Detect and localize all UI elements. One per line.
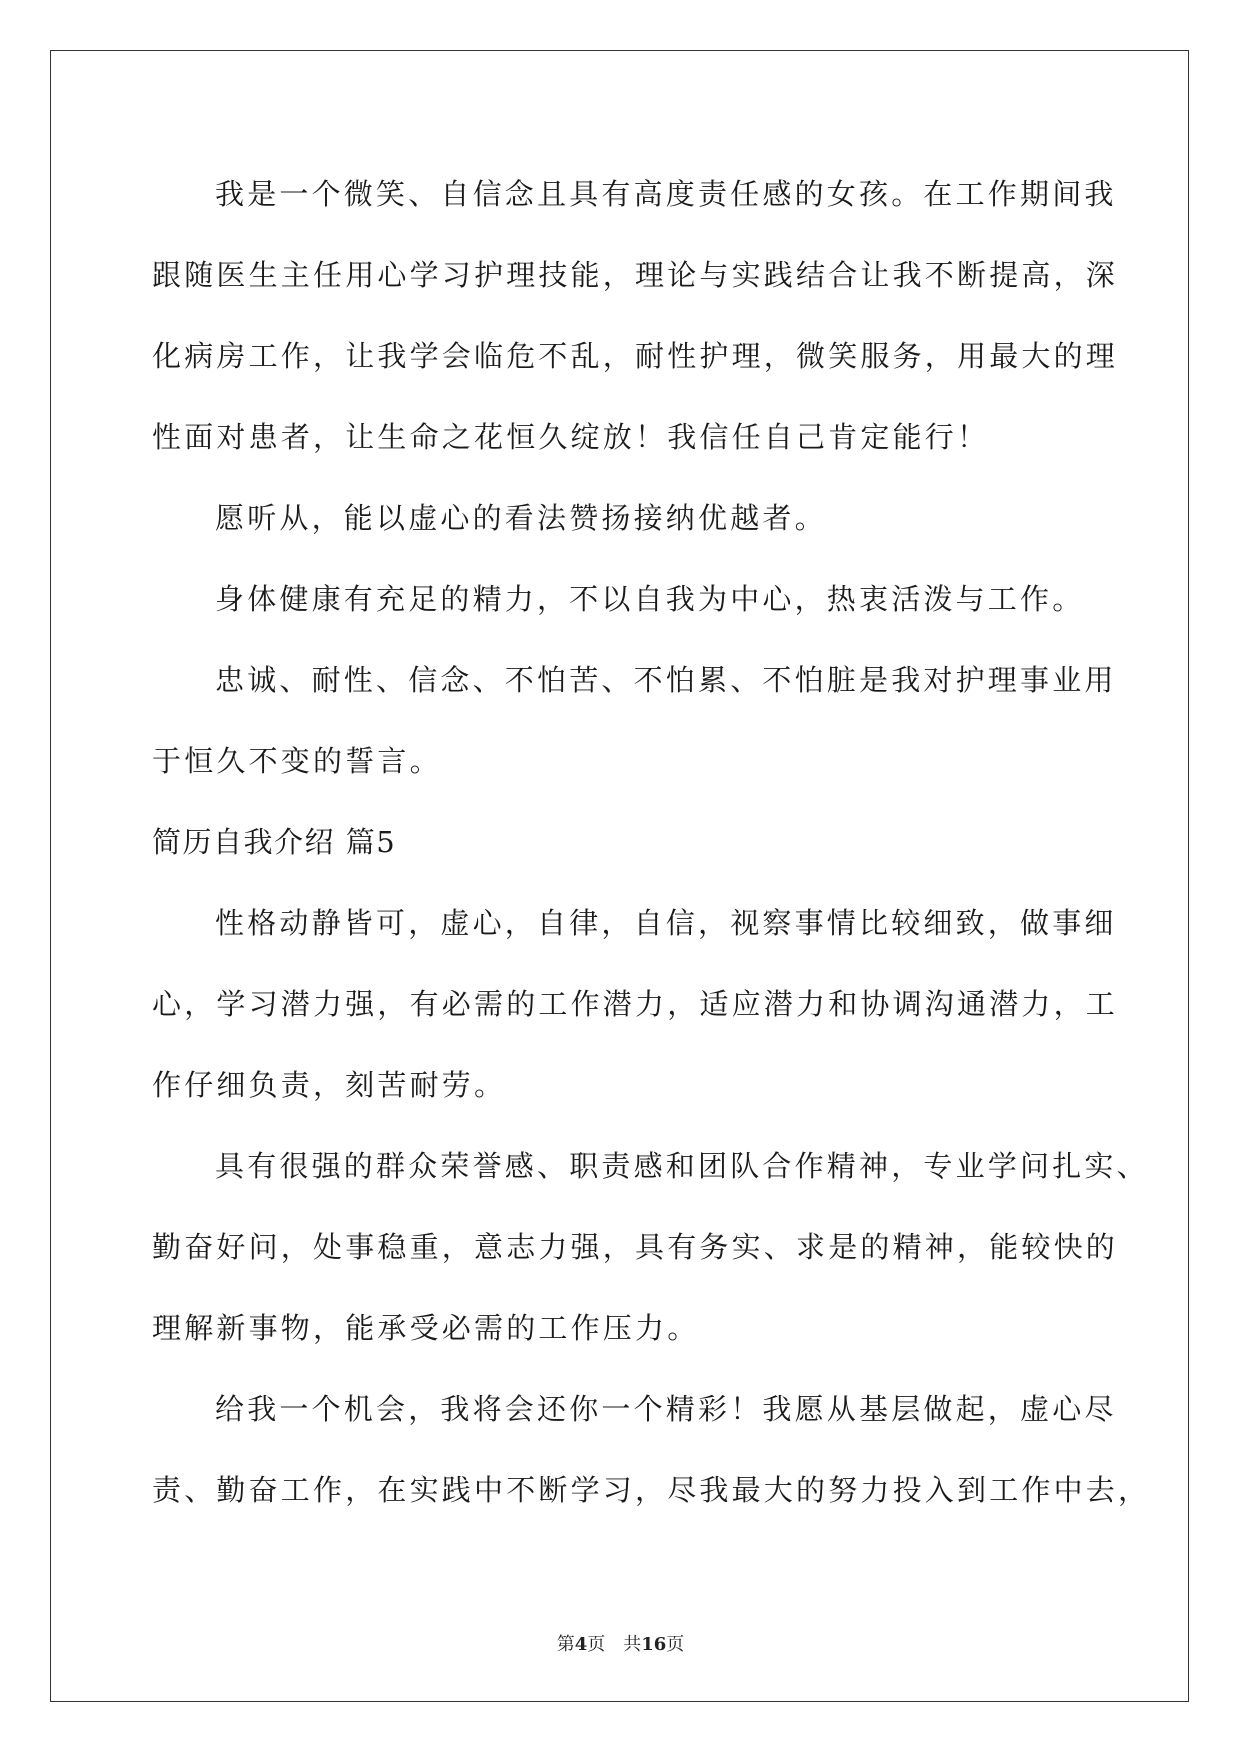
page-footer bbox=[0, 1630, 1241, 1656]
total-pages: 16 bbox=[641, 1634, 667, 1655]
page-prefix: 第 bbox=[556, 1634, 575, 1655]
text-line: 于恒久不变的誓言。 bbox=[152, 744, 442, 778]
document-body bbox=[152, 164, 1151, 1541]
text-line: 具有很强的群众荣誉感、职责感和团队合作精神，专业学问扎实、 bbox=[215, 1149, 1149, 1183]
text-line: 身体健康有充足的精力，不以自我为中心，热衷活泼与工作。 bbox=[215, 582, 1085, 616]
text-line: 作仔细负责，刻苦耐劳。 bbox=[152, 1068, 507, 1102]
text-line: 给我一个机会，我将会还你一个精彩！我愿从基层做起，虚心尽 bbox=[215, 1392, 1117, 1426]
text-line: 愿听从，能以虚心的看法赞扬接纳优越者。 bbox=[215, 501, 827, 535]
total-suffix: 页 bbox=[666, 1634, 685, 1655]
text-line: 忠诚、耐性、信念、不怕苦、不怕累、不怕脏是我对护理事业用 bbox=[215, 663, 1117, 697]
text-line: 我是一个微笑、自信念且具有高度责任感的女孩。在工作期间我 bbox=[215, 177, 1117, 211]
text-line: 化病房工作，让我学会临危不乱，耐性护理，微笑服务，用最大的理 bbox=[152, 339, 1119, 373]
text-line: 理解新事物，能承受必需的工作压力。 bbox=[152, 1311, 700, 1345]
text-line: 勤奋好问，处事稳重，意志力强，具有务实、求是的精神，能较快的 bbox=[152, 1230, 1119, 1264]
page-suffix: 页 bbox=[587, 1634, 606, 1655]
page-number: 4 bbox=[574, 1634, 588, 1655]
text-line: 心，学习潜力强，有必需的工作潜力，适应潜力和协调沟通潜力，工 bbox=[152, 987, 1119, 1021]
text-line: 责、勤奋工作，在实践中不断学习，尽我最大的努力投入到工作中去， bbox=[152, 1473, 1151, 1507]
section-heading: 简历自我介绍 篇5 bbox=[152, 825, 397, 859]
total-prefix: 共 bbox=[623, 1634, 642, 1655]
text-line: 性格动静皆可，虚心，自律，自信，视察事情比较细致，做事细 bbox=[215, 906, 1117, 940]
text-line: 性面对患者，让生命之花恒久绽放！我信任自己肯定能行！ bbox=[152, 420, 990, 454]
text-line: 跟随医生主任用心学习护理技能，理论与实践结合让我不断提高，深 bbox=[152, 258, 1119, 292]
